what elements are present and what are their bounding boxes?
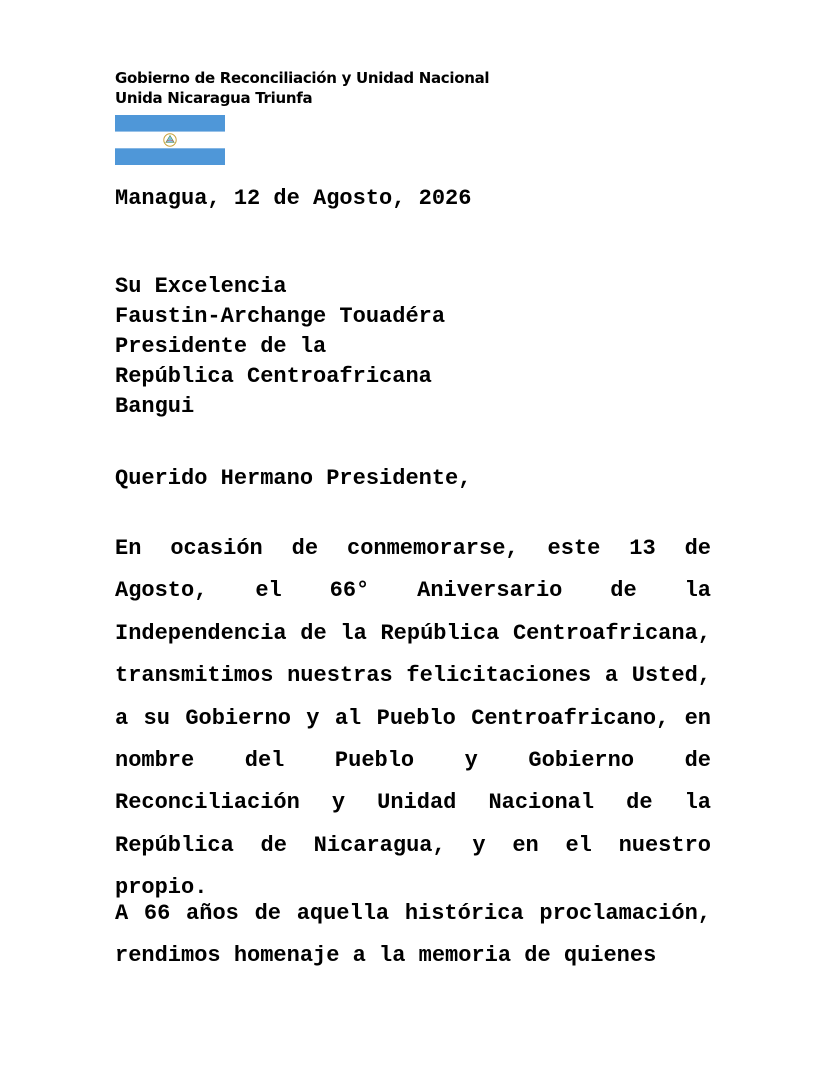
recipient-line: Bangui [115, 394, 195, 419]
letterhead-slogan: Unida Nicaragua Triunfa [115, 89, 313, 107]
recipient-line: Faustin-Archange Touadéra [115, 304, 446, 329]
recipient-line: Su Excelencia [115, 274, 287, 299]
letter-date: Managua, 12 de Agosto, 2026 [115, 186, 472, 211]
body-paragraph: A 66 años de aquella histórica proclamación, rendimos homenaje a la memoria de quienes [115, 901, 711, 969]
nicaragua-flag-icon [115, 115, 225, 165]
salutation: Querido Hermano Presidente, [115, 466, 472, 491]
body-paragraph: En ocasión de conmemorarse, este 13 de Agosto, el 66° Aniversario de la Independencia de la República Centroafricana, transmitimos nuestras felicitaciones a Usted, a su Gobierno y al Pueblo Centroafricano, en nombre del Pueblo y Gobierno de Reconciliación y Unidad Nacional de la República de Nicaragua, y en el nuestro propio. [115, 536, 711, 901]
letterhead [115, 68, 489, 108]
recipient-address [115, 272, 445, 422]
letterhead-government-name: Gobierno de Reconciliación y Unidad Nacional [115, 69, 490, 87]
recipient-line: República Centroafricana [115, 364, 432, 389]
recipient-line: Presidente de la [115, 334, 327, 359]
